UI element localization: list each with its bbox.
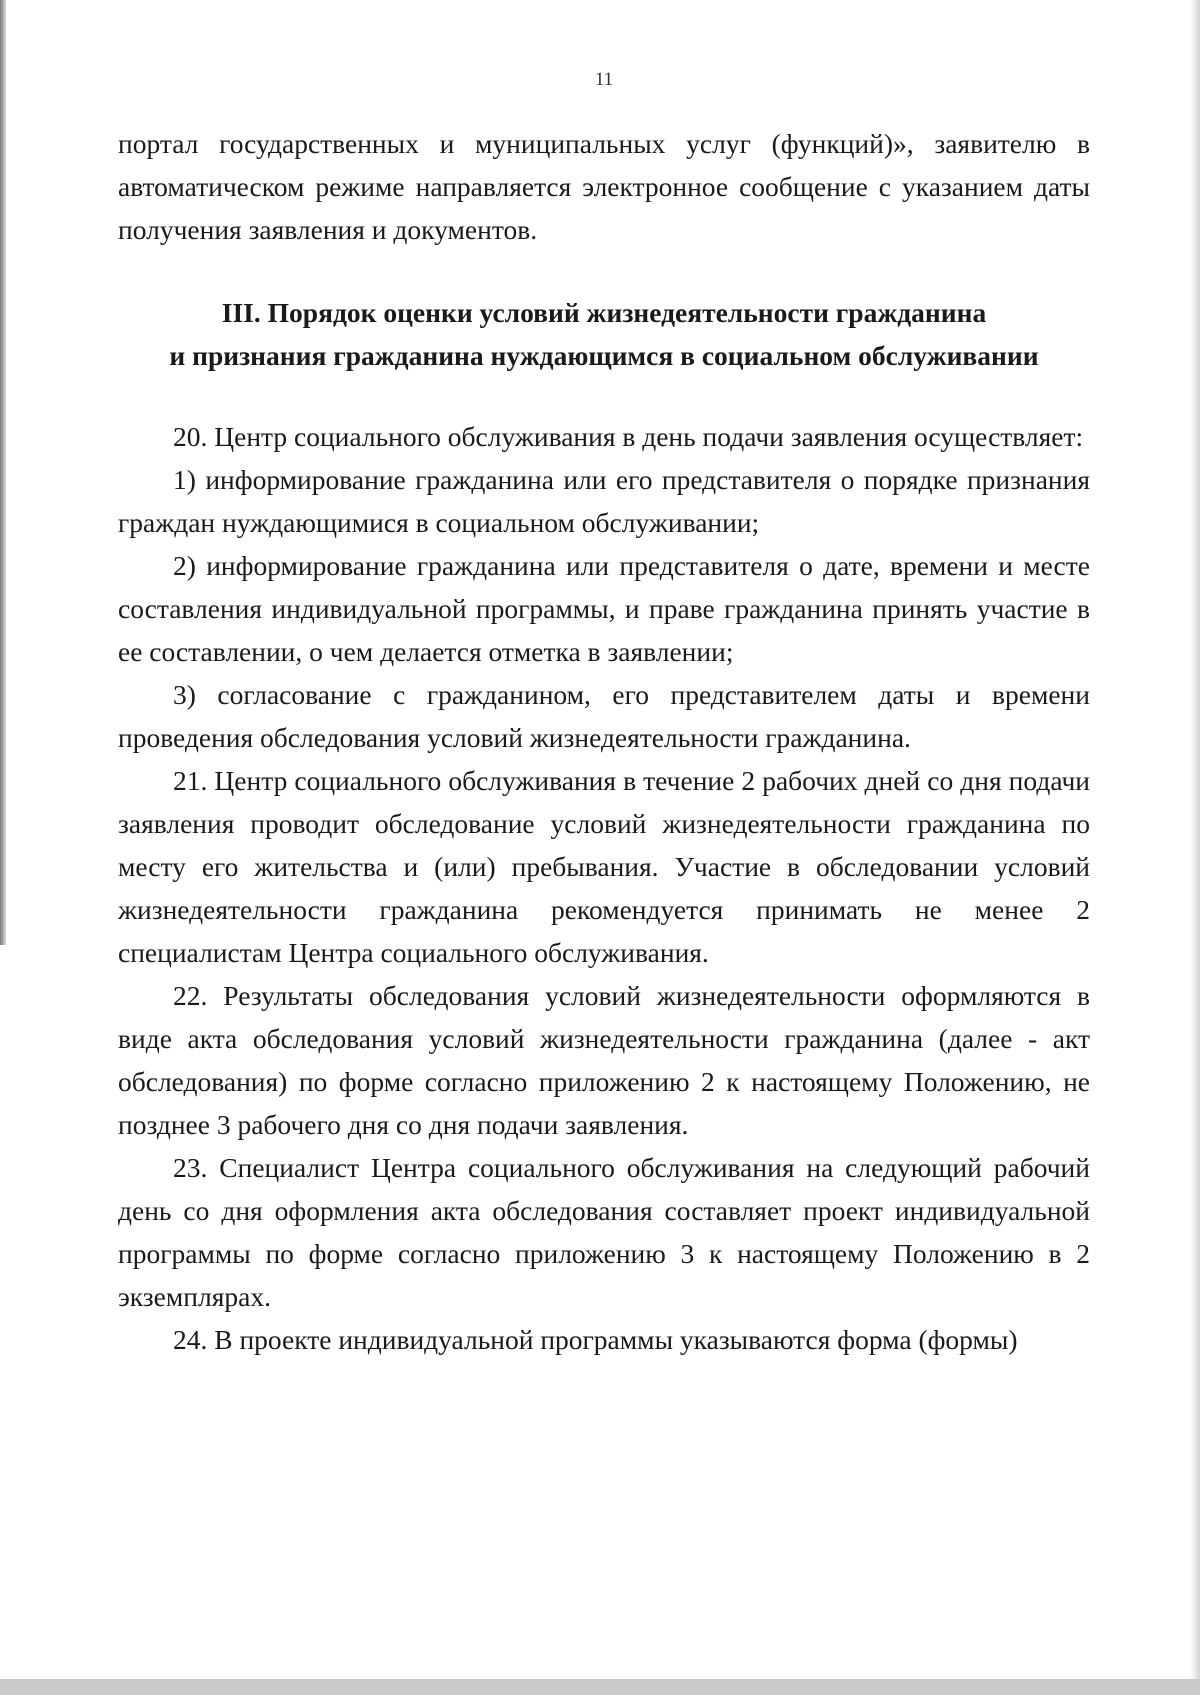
scan-right-edge [1190, 0, 1200, 1680]
section-heading-line-2: и признания гражданина нуждающимся в социальном обслуживании [169, 340, 1039, 371]
paragraph-21: 21. Центр социального обслуживания в течение 2 рабочих дней со дня подачи заявления проводит обследование условий жизнедеятельности гражданина по месту его жительства и (или) пребывания. Участие в обследовании условий жизнедеятельности гражданина рекомендуется принимать не менее 2 специалистам Центра социального обслуживания. [118, 765, 1090, 968]
page-number: 11 [594, 69, 614, 90]
paragraph-24: 24. В проекте индивидуальной программы указываются форма (формы) [173, 1324, 1018, 1355]
paragraph-20-item-1: 1) информирование гражданина или его представителя о порядке признания граждан нуждающимися в социальном обслуживании; [118, 464, 1090, 538]
section-heading-line-1: III. Порядок оценки условий жизнедеятельности гражданина [221, 297, 987, 328]
document-page [118, 62, 1090, 1361]
scan-left-edge [0, 0, 6, 945]
continuation-paragraph: портал государственных и муниципальных услуг (функций)», заявителю в автоматическом режиме направляется электронное сообщение с указанием даты получения заявления и документов. [118, 128, 1090, 245]
paragraph-20-item-2: 2) информирование гражданина или представителя о дате, времени и месте составления индивидуальной программы, и праве гражданина принять участие в ее составлении, о чем делается отметка в заявлении; [118, 550, 1090, 667]
paragraph-20-item-3: 3) согласование с гражданином, его представителем даты и времени проведения обследования условий жизнедеятельности гражданина. [118, 679, 1090, 753]
paragraph-23: 23. Специалист Центра социального обслуживания на следующий рабочий день со дня оформления акта обследования составляет проект индивидуальной программы по форме согласно приложению 3 к настоящему Положению в 2 экземплярах. [118, 1152, 1090, 1312]
scan-bottom-edge [0, 1679, 1200, 1695]
paragraph-20: 20. Центр социального обслуживания в день подачи заявления осуществляет: [173, 421, 1084, 452]
paragraph-22: 22. Результаты обследования условий жизнедеятельности оформляются в виде акта обследования условий жизнедеятельности гражданина (далее - акт обследования) по форме согласно приложению 2 к настоящему Положению, не позднее 3 рабочего дня со дня подачи заявления. [118, 980, 1090, 1140]
section-heading [118, 291, 1090, 377]
